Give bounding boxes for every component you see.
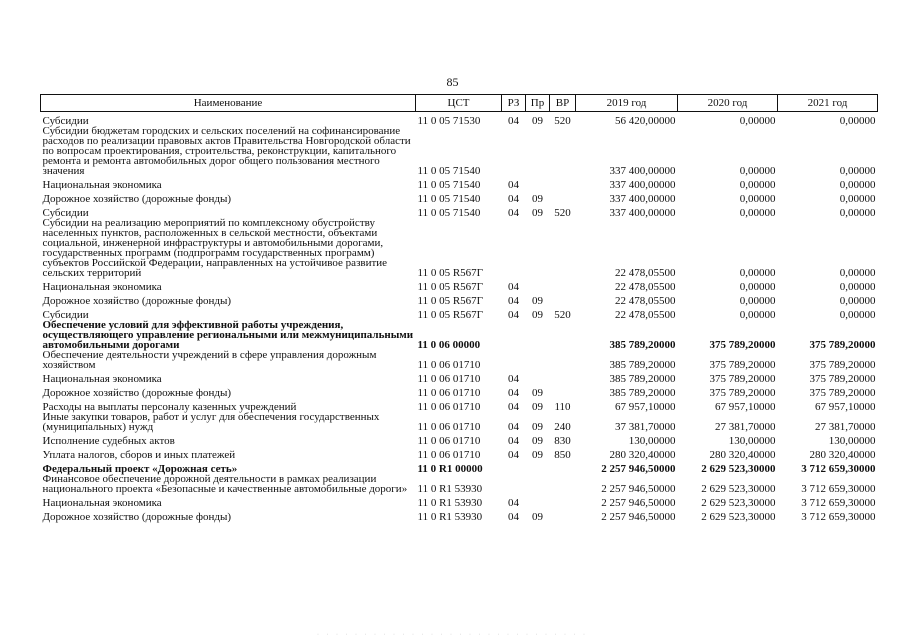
row-cst: 11 0 06 01710 (417, 386, 481, 399)
row-rz: 04 (508, 178, 519, 191)
row-2021: 280 320,40000 (809, 448, 876, 461)
row-vr: 520 (554, 206, 571, 219)
row-2020: 0,00000 (739, 164, 776, 177)
row-2021: 27 381,70000 (815, 420, 876, 433)
row-2019: 2 257 946,50000 (601, 510, 676, 523)
row-rz: 04 (508, 280, 519, 293)
row-rz (502, 218, 526, 278)
row-2020: 375 789,20000 (709, 372, 776, 385)
row-pr (526, 474, 550, 494)
row-pr: 09 (532, 114, 543, 127)
row-name: Субсидии на реализацию мероприятий по комплексному обустройству населенных пунктов, расположенных в сельской местности, объектами социальной, инженерной инфраструктуры и автомобильными дорогами, государственных программ (подпрограмм государственных программ) субъектов Российской Федерации, направленных на устойчивое развитие сельских территорий (42, 216, 388, 279)
footer-scan-noise: · · · · · · · · · · · · · · · · · · · · · · · · · · · · · (317, 632, 588, 638)
row-2019: 337 400,00000 (609, 206, 676, 219)
table-body (41, 112, 878, 522)
table-row (41, 350, 878, 370)
row-cst: 11 0 06 01710 (417, 372, 481, 385)
row-2019: 37 381,70000 (615, 420, 676, 433)
row-2019: 280 320,40000 (609, 448, 676, 461)
table-row (41, 292, 878, 306)
table-row (41, 306, 878, 320)
row-2020: 130,00000 (728, 434, 776, 447)
row-cst: 11 0 R1 53930 (417, 496, 483, 509)
row-name: Иные закупки товаров, работ и услуг для обеспечения государственных (муниципальных) нужд (42, 410, 380, 433)
row-name: Субсидии бюджетам городских и сельских поселений на софинансирование расходов по реализации правовых актов Правительства Новгородской области по вопросам проектирования, строительства, реконструкции, капитального ремонта и ремонта автомобильных дорог общего пользования местного значения (42, 124, 411, 177)
row-2021: 0,00000 (839, 266, 876, 279)
row-cst: 11 0 06 00000 (417, 338, 481, 351)
table-row (41, 190, 878, 204)
row-name: Дорожное хозяйство (дорожные фонды) (42, 294, 232, 307)
header-cst: ЦСТ (416, 95, 502, 112)
row-pr: 09 (532, 434, 543, 447)
row-name: Обеспечение деятельности учреждений в сфере управления дорожным хозяйством (42, 348, 377, 371)
row-2019: 67 957,10000 (615, 400, 676, 413)
row-cst: 11 0 06 01710 (417, 420, 481, 433)
row-2019: 22 478,05500 (615, 266, 676, 279)
row-2019: 385 789,20000 (609, 358, 676, 371)
header-2019: 2019 год (576, 95, 678, 112)
row-rz: 04 (508, 434, 519, 447)
row-2020: 0,00000 (739, 280, 776, 293)
header-2020: 2020 год (678, 95, 778, 112)
row-2020: 280 320,40000 (709, 448, 776, 461)
row-2020: 2 629 523,30000 (701, 510, 776, 523)
table-row (41, 320, 878, 350)
row-cst: 11 0 06 01710 (417, 358, 481, 371)
row-2020: 375 789,20000 (709, 358, 776, 371)
row-cst: 11 0 05 71540 (417, 164, 481, 177)
row-rz: 04 (508, 386, 519, 399)
row-pr (526, 350, 550, 370)
row-2021: 375 789,20000 (809, 372, 876, 385)
row-2021: 0,00000 (839, 178, 876, 191)
row-cst: 11 0 05 71540 (417, 206, 481, 219)
row-2020: 0,00000 (739, 308, 776, 321)
row-2021: 0,00000 (839, 294, 876, 307)
table-row (41, 432, 878, 446)
table-row (41, 412, 878, 432)
row-2020: 67 957,10000 (715, 400, 776, 413)
row-rz: 04 (508, 448, 519, 461)
header-rz: РЗ (502, 95, 526, 112)
row-pr: 09 (532, 448, 543, 461)
row-2021: 375 789,20000 (809, 338, 876, 351)
row-vr (550, 278, 576, 292)
table-row (41, 176, 878, 190)
row-cst: 11 0 05 R567Г (417, 308, 484, 321)
row-2019: 56 420,00000 (615, 114, 676, 127)
row-rz: 04 (508, 308, 519, 321)
row-2019: 385 789,20000 (609, 386, 676, 399)
row-vr (550, 292, 576, 306)
row-cst: 11 0 05 71540 (417, 192, 481, 205)
row-rz (502, 474, 526, 494)
table-row (41, 494, 878, 508)
row-name: Национальная экономика (42, 496, 162, 509)
row-2020: 2 629 523,30000 (701, 482, 776, 495)
row-name: Субсидии (42, 114, 89, 127)
row-pr: 09 (532, 294, 543, 307)
row-vr (550, 370, 576, 384)
row-name: Уплата налогов, сборов и иных платежей (42, 448, 236, 461)
row-cst: 11 0 05 71530 (417, 114, 481, 127)
row-pr (526, 278, 550, 292)
row-rz: 04 (508, 294, 519, 307)
row-name: Федеральный проект «Дорожная сеть» (42, 462, 238, 475)
row-name: Субсидии (42, 308, 89, 321)
row-2021: 0,00000 (839, 280, 876, 293)
row-vr (550, 460, 576, 474)
row-pr: 09 (532, 206, 543, 219)
table-row (41, 474, 878, 494)
row-vr: 850 (554, 448, 571, 461)
row-2021: 0,00000 (839, 114, 876, 127)
row-cst: 11 0 R1 53930 (417, 510, 483, 523)
row-2019: 337 400,00000 (609, 192, 676, 205)
row-name: Обеспечение условий для эффективной работы учреждения, осуществляющего управление региональными или межмуниципальными автомобильными дорогами (42, 318, 414, 351)
row-2019: 337 400,00000 (609, 178, 676, 191)
row-vr (550, 320, 576, 350)
row-vr (550, 494, 576, 508)
row-2021: 0,00000 (839, 206, 876, 219)
row-2020: 0,00000 (739, 192, 776, 205)
row-pr (526, 460, 550, 474)
row-vr (550, 508, 576, 522)
row-2019: 2 257 946,50000 (601, 496, 676, 509)
row-2019: 22 478,05500 (615, 280, 676, 293)
row-2021: 3 712 659,30000 (801, 496, 876, 509)
row-2019: 385 789,20000 (609, 338, 676, 351)
row-vr (550, 176, 576, 190)
row-rz: 04 (508, 192, 519, 205)
row-pr: 09 (532, 400, 543, 413)
row-pr (526, 176, 550, 190)
table-row (41, 112, 878, 126)
row-2021: 130,00000 (828, 434, 876, 447)
row-2021: 3 712 659,30000 (801, 462, 876, 475)
row-rz: 04 (508, 372, 519, 385)
header-2021: 2021 год (778, 95, 878, 112)
row-rz (502, 460, 526, 474)
row-2020: 375 789,20000 (709, 338, 776, 351)
row-vr: 830 (554, 434, 571, 447)
row-2021: 375 789,20000 (809, 386, 876, 399)
row-cst: 11 0 06 01710 (417, 434, 481, 447)
row-2021: 3 712 659,30000 (801, 510, 876, 523)
table-row (41, 370, 878, 384)
row-rz: 04 (508, 400, 519, 413)
row-2020: 0,00000 (739, 178, 776, 191)
row-2019: 2 257 946,50000 (601, 462, 676, 475)
row-2021: 0,00000 (839, 164, 876, 177)
row-pr (526, 126, 550, 176)
row-vr: 520 (554, 308, 571, 321)
row-name: Дорожное хозяйство (дорожные фонды) (42, 386, 232, 399)
table-row (41, 460, 878, 474)
row-rz: 04 (508, 206, 519, 219)
row-name: Национальная экономика (42, 280, 162, 293)
row-rz (502, 350, 526, 370)
row-name: Расходы на выплаты персоналу казенных учреждений (42, 400, 297, 413)
table-header-row (41, 95, 878, 112)
row-2021: 375 789,20000 (809, 358, 876, 371)
row-name: Национальная экономика (42, 372, 162, 385)
table-row (41, 446, 878, 460)
row-2019: 337 400,00000 (609, 164, 676, 177)
row-2019: 385 789,20000 (609, 372, 676, 385)
row-2021: 67 957,10000 (815, 400, 876, 413)
row-vr (550, 350, 576, 370)
row-2020: 0,00000 (739, 114, 776, 127)
row-2019: 22 478,05500 (615, 294, 676, 307)
row-cst: 11 0 05 R567Г (417, 294, 484, 307)
row-cst: 11 0 05 71540 (417, 178, 481, 191)
row-vr (550, 218, 576, 278)
table-row (41, 278, 878, 292)
row-pr (526, 320, 550, 350)
page-number: 85 (446, 75, 459, 89)
row-pr (526, 370, 550, 384)
row-2020: 0,00000 (739, 266, 776, 279)
row-cst: 11 0 R1 53930 (417, 482, 483, 495)
table-row (41, 126, 878, 176)
row-rz: 04 (508, 496, 519, 509)
header-name: Наименование (41, 95, 416, 112)
row-pr (526, 494, 550, 508)
row-2020: 0,00000 (739, 206, 776, 219)
row-cst: 11 0 05 R567Г (417, 266, 484, 279)
row-cst: 11 0 06 01710 (417, 448, 481, 461)
row-cst: 11 0 06 01710 (417, 400, 481, 413)
row-cst: 11 0 R1 00000 (417, 462, 483, 475)
row-name: Субсидии (42, 206, 89, 219)
row-vr (550, 384, 576, 398)
row-vr (550, 474, 576, 494)
row-name: Национальная экономика (42, 178, 162, 191)
row-2019: 2 257 946,50000 (601, 482, 676, 495)
row-name: Исполнение судебных актов (42, 434, 175, 447)
row-vr: 110 (554, 400, 571, 413)
row-pr: 09 (532, 420, 543, 433)
row-rz (502, 126, 526, 176)
header-vr: ВР (550, 95, 576, 112)
row-2021: 3 712 659,30000 (801, 482, 876, 495)
table-row (41, 204, 878, 218)
row-pr (526, 218, 550, 278)
row-2019: 22 478,05500 (615, 308, 676, 321)
row-cst: 11 0 05 R567Г (417, 280, 484, 293)
row-pr: 09 (532, 308, 543, 321)
row-2020: 2 629 523,30000 (701, 496, 776, 509)
row-name: Дорожное хозяйство (дорожные фонды) (42, 510, 232, 523)
row-pr: 09 (532, 510, 543, 523)
row-vr: 520 (554, 114, 571, 127)
row-rz: 04 (508, 114, 519, 127)
row-rz: 04 (508, 510, 519, 523)
row-pr: 09 (532, 192, 543, 205)
budget-table (40, 94, 878, 522)
row-2020: 2 629 523,30000 (701, 462, 776, 475)
header-pr: Пр (526, 95, 550, 112)
row-2019: 130,00000 (628, 434, 676, 447)
row-pr: 09 (532, 386, 543, 399)
row-vr: 240 (554, 420, 571, 433)
table-row (41, 508, 878, 522)
row-name: Финансовое обеспечение дорожной деятельности в рамках реализации национального проекта «Безопасные и качественные автомобильные дороги» (42, 472, 408, 495)
row-2021: 0,00000 (839, 192, 876, 205)
row-2021: 0,00000 (839, 308, 876, 321)
table-row (41, 398, 878, 412)
table-row (41, 218, 878, 278)
row-vr (550, 190, 576, 204)
row-vr (550, 126, 576, 176)
row-rz: 04 (508, 420, 519, 433)
row-name: Дорожное хозяйство (дорожные фонды) (42, 192, 232, 205)
row-2020: 375 789,20000 (709, 386, 776, 399)
row-2020: 0,00000 (739, 294, 776, 307)
table-row (41, 384, 878, 398)
row-rz (502, 320, 526, 350)
row-2020: 27 381,70000 (715, 420, 776, 433)
